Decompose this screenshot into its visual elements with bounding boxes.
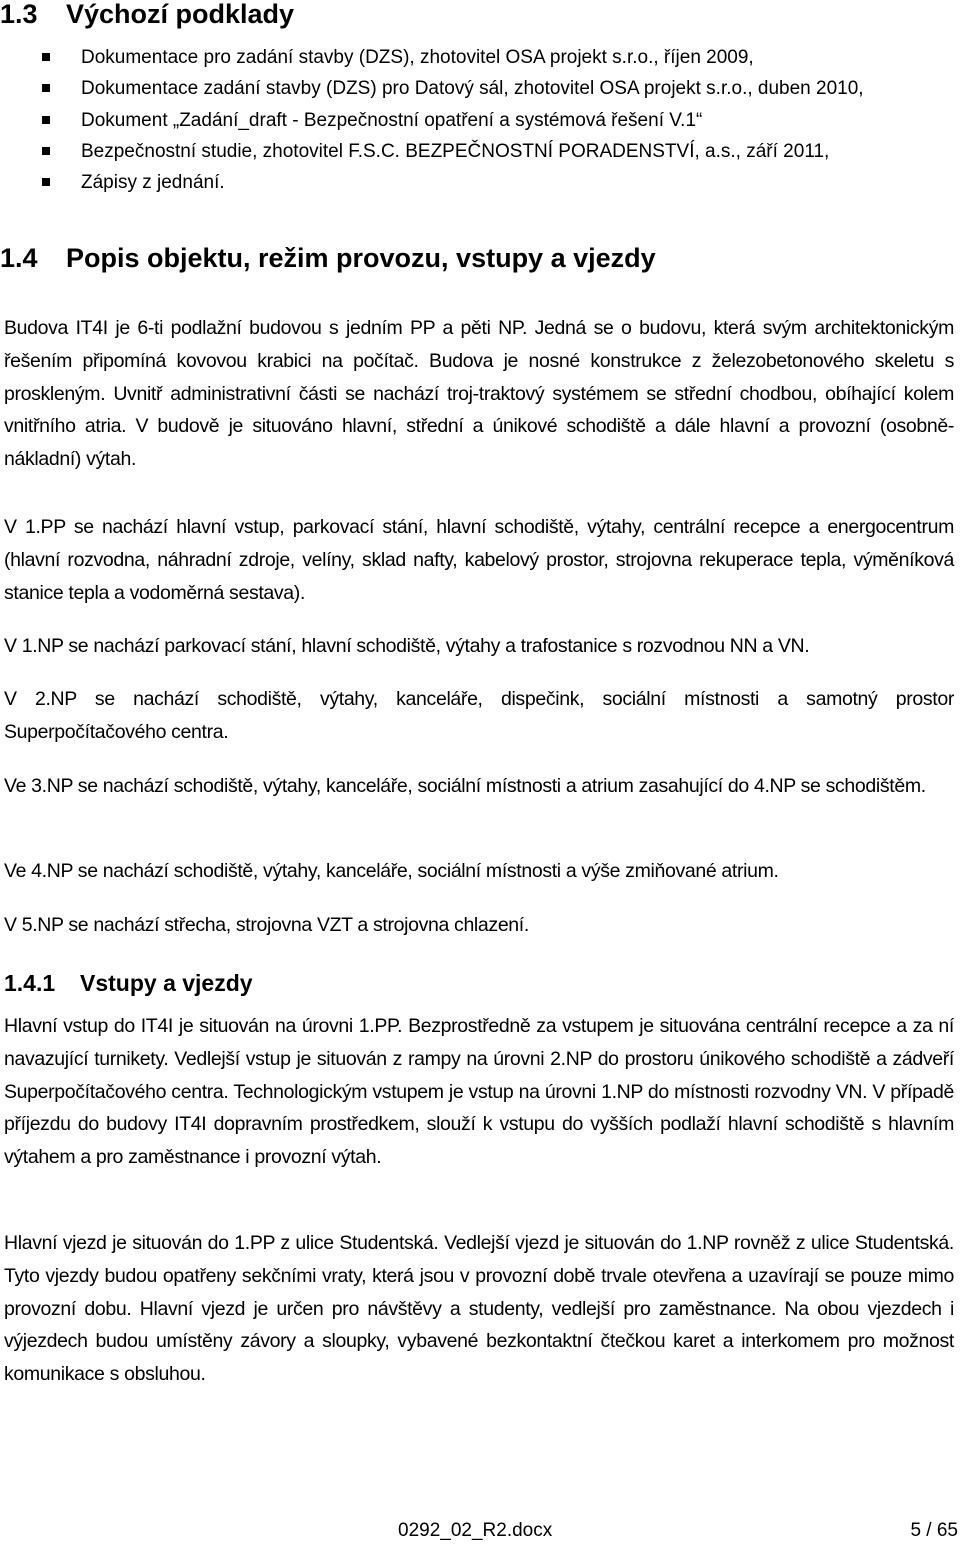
bullet-square-icon xyxy=(42,116,50,124)
section-number: 1.4.1 xyxy=(4,970,56,996)
paragraph: V 1.PP se nachází hlavní vstup, parkovací stání, hlavní schodiště, výtahy, centrální recepce a energocentrum (hlavní rozvodna, náhradní zdroje, velíny, sklad nafty, kabelový prostor, strojovna rekuperace tepla, výměníková stanice tepla a vodoměrná sestava). xyxy=(4,516,954,604)
list-item: Bezpečnostní studie, zhotovitel F.S.C. BEZPEČNOSTNÍ PORADENSTVÍ, a.s., září 2011, xyxy=(0,136,960,167)
section-number: 1.3 xyxy=(0,0,38,29)
paragraph: Hlavní vstup do IT4I je situován na úrovni 1.PP. Bezprostředně za vstupem je situována centrální recepce a za ní navazující turnikety. Vedlejší vstup je situován z rampy na úrovni 2.NP do prostoru únikového schodiště a zádveří Superpočítačového centra. Technologickým vstupem je vstup na úrovni 1.NP do místnosti rozvodny VN. V případě příjezdu do budovy IT4I dopravním prostředkem, slouží k vstupu do vyšších podlaží hlavní schodiště s hlavním výtahem a pro zaměstnance i provozní výtah. xyxy=(4,1015,954,1169)
footer-filename: 0292_02_R2.docx xyxy=(398,1520,553,1541)
paragraph: Ve 3.NP se nachází schodiště, výtahy, kanceláře, sociální místnosti a atrium zasahující do 4.NP se schodištěm. xyxy=(4,775,926,797)
section-heading-1-4 xyxy=(0,242,656,274)
section-title: Výchozí podklady xyxy=(66,0,295,29)
bullet-square-icon xyxy=(42,147,50,155)
section-number: 1.4 xyxy=(0,243,38,273)
list-item: Dokumentace zadání stavby (DZS) pro Datový sál, zhotovitel OSA projekt s.r.o., duben 2010, xyxy=(0,73,960,104)
section-heading-1-3 xyxy=(0,0,294,30)
list-item: Dokumentace pro zadání stavby (DZS), zhotovitel OSA projekt s.r.o., říjen 2009, xyxy=(0,42,960,73)
section-title: Popis objektu, režim provozu, vstupy a vjezdy xyxy=(66,243,656,273)
list-item: Zápisy z jednání. xyxy=(0,167,960,198)
paragraph: V 5.NP se nachází střecha, strojovna VZT a strojovna chlazení. xyxy=(4,914,529,936)
paragraph: V 1.NP se nachází parkovací stání, hlavní schodiště, výtahy a trafostanice s rozvodnou NN a VN. xyxy=(4,635,810,657)
section-title: Vstupy a vjezdy xyxy=(80,970,253,996)
paragraph: Ve 4.NP se nachází schodiště, výtahy, kanceláře, sociální místnosti a výše zmiňované atrium. xyxy=(4,860,779,882)
paragraph: V 2.NP se nachází schodiště, výtahy, kanceláře, dispečink, sociální místnosti a samotný prostor Superpočítačového centra. xyxy=(4,688,954,743)
bullet-square-icon xyxy=(42,178,50,186)
footer-page-number: 5 / 65 xyxy=(910,1520,958,1541)
paragraph: Budova IT4I je 6-ti podlažní budovou s jedním PP a pěti NP. Jedná se o budovu, která svým architektonickým řešením připomíná kovovou krabici na počítač. Budova je nosné konstrukce z železobetonového skeletu s proskleným. Uvnitř administrativní části se nachází troj-traktový systémem se střední chodbou, obíhající kolem vnitřního atria. V budově je situováno hlavní, střední a únikové schodiště a dále hlavní a provozní (osobně-nákladní) výtah. xyxy=(4,317,954,471)
bullet-square-icon xyxy=(42,53,50,61)
list-item: Dokument „Zadání_draft - Bezpečnostní opatření a systémová řešení V.1“ xyxy=(0,105,960,136)
paragraph: Hlavní vjezd je situován do 1.PP z ulice Studentská. Vedlejší vjezd je situován do 1.NP rovněž z ulice Studentská. Tyto vjezdy budou opatřeny sekčními vraty, která jsou v provozní době trvale otevřena a uzavírají se pouze mimo provozní dobu. Hlavní vjezd je určen pro návštěvy a studenty, vedlejší pro zaměstnance. Na obou vjezdech i výjezdech budou umístěny závory a sloupky, vybavené bezkontaktní čtečkou karet a interkomem pro možnost komunikace s obsluhou. xyxy=(4,1232,954,1386)
section-heading-1-4-1 xyxy=(4,969,253,997)
reference-list xyxy=(0,42,960,198)
bullet-square-icon xyxy=(42,84,50,92)
